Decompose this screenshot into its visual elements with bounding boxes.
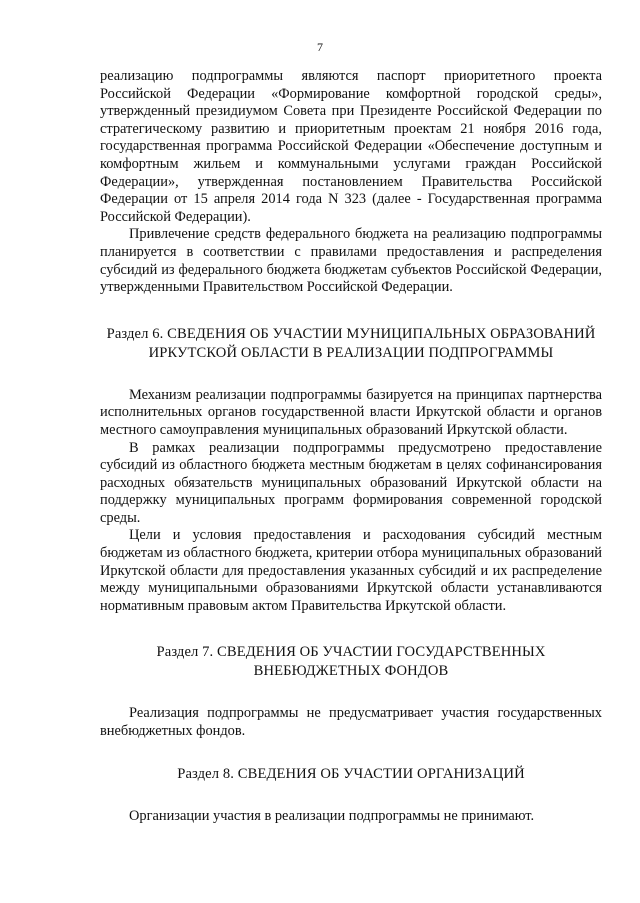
intro-paragraph-2: Привлечение средств федерального бюджета на реализацию подпрограммы планируется в соответствии с правилами предоставления и распределения субсидий из федерального бюджета бюджетам субъектов Российской Федерации, утвержденными Правительством Российской Федерации.	[100, 226, 602, 296]
spacer	[100, 681, 602, 705]
section-8-heading: Раздел 8. СВЕДЕНИЯ ОБ УЧАСТИИ ОРГАНИЗАЦИЙ	[177, 765, 525, 782]
page-number: 7	[317, 40, 323, 54]
section-6	[100, 325, 602, 616]
page-body	[100, 68, 602, 825]
section-7	[100, 643, 602, 740]
section-6-paragraph-2: В рамках реализации подпрограммы предусмотрено предоставление субсидий из областного бюджета местным бюджетам в целях софинансирования расходных обязательств муниципальных образований Иркутской области на поддержку муниципальных программ формирования современной городской среды.	[100, 439, 602, 526]
section-7-heading-line-1: Раздел 7. СВЕДЕНИЯ ОБ УЧАСТИИ ГОСУДАРСТВЕННЫХ	[156, 644, 546, 661]
spacer	[100, 741, 602, 765]
intro-paragraph-1: реализацию подпрограммы являются паспорт приоритетного проекта Российской Федерации «Формирование комфортной городской среды», утвержденный президиумом Совета при Президенте Российской Федерации по стратегическому развитию и приоритетным проектам 21 ноября 2016 года, государственная программа Российской Федерации «Обеспечение доступным и комфортным жильем и коммунальными услугами граждан Российской Федерации», утвержденная постановлением Правительства Российской Федерации от 15 апреля 2014 года N 323 (далее - Государственная программа Российской Федерации).	[100, 68, 602, 225]
section-8-paragraph: Организации участия в реализации подпрограммы не принимают.	[129, 807, 535, 824]
spacer	[100, 363, 602, 387]
section-8	[100, 765, 602, 826]
section-6-paragraph-1: Механизм реализации подпрограммы базируется на принципах партнерства исполнительных органов государственной власти Иркутской области и органов местного самоуправления муниципальных образований Иркутской области.	[100, 386, 602, 438]
spacer	[100, 784, 602, 808]
section-6-paragraph-3: Цели и условия предоставления и расходования субсидий местным бюджетам из областного бюджета, критерии отбора муниципальных образований Иркутской области для предоставления указанных субсидий и их распределение между муниципальными образованиями Иркутской области устанавливаются нормативным правовым актом Правительства Иркутской области.	[100, 527, 602, 614]
section-7-heading-line-2: ВНЕБЮДЖЕТНЫХ ФОНДОВ	[253, 663, 449, 680]
section-6-heading-line-1: Раздел 6. СВЕДЕНИЯ ОБ УЧАСТИИ МУНИЦИПАЛЬНЫХ ОБРАЗОВАНИЙ	[106, 325, 596, 342]
spacer	[100, 615, 602, 643]
section-6-heading-line-2: ИРКУТСКОЙ ОБЛАСТИ В РЕАЛИЗАЦИИ ПОДПРОГРАММЫ	[148, 344, 554, 361]
section-7-paragraph: Реализация подпрограммы не предусматривает участия государственных внебюджетных фондов.	[100, 705, 602, 740]
spacer	[100, 297, 602, 325]
